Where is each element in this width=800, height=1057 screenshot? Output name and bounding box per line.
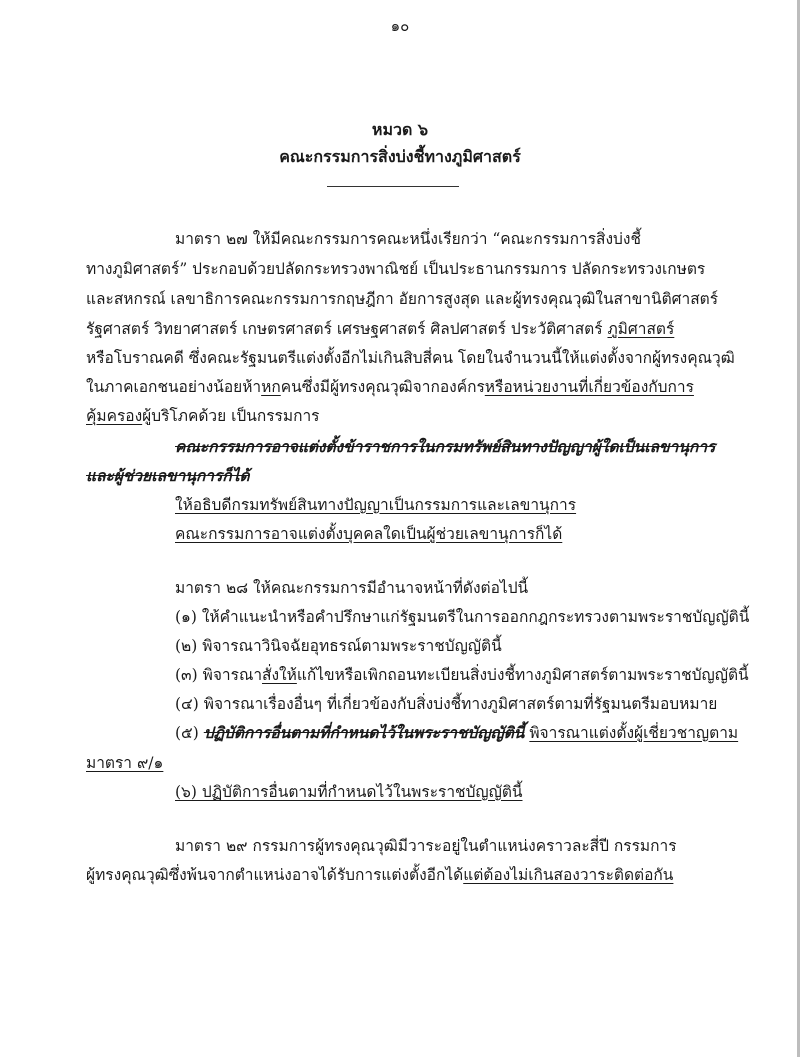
sec27-line-6-c: คนซึ่งมีผู้ทรงคุณวุฒิจากองค์กร [280, 378, 485, 396]
sec28-item-3-c: แก้ไขหรือเพิกถอนทะเบียนสิ่งบ่งชี้ทางภูมิศาสตร์ตามพระราชบัญญัตินี้ [296, 666, 749, 684]
sec27-inserted-line-2: คณะกรรมการอาจแต่งตั้งบุคคลใดเป็นผู้ช่วยเลขานุการก็ได้ [175, 525, 563, 543]
sec27-inserted-protection: คุ้มครอง [86, 407, 143, 425]
sec28-item-1: (๑) ให้คำแนะนำหรือคำปรึกษาแก่รัฐมนตรีในการออกกฎกระทรวงตามพระราชบัญญัตินี้ [175, 608, 750, 626]
sec28-item-3-a: (๓) พิจารณา [175, 666, 263, 684]
sec28-item-5-num: (๕) [175, 724, 204, 742]
sec27-inserted-geography: ภูมิศาสตร์ [607, 320, 675, 338]
sec27-inserted-agency: หรือหน่วยงานที่เกี่ยวข้องกับการ [484, 378, 694, 396]
sec27-inserted-line-1: ให้อธิบดีกรมทรัพย์สินทางปัญญาเป็นกรรมการและเลขานุการ [175, 496, 577, 514]
page-number: ๑๐ [390, 17, 410, 35]
sec27-struck-line-1: คณะกรรมการอาจแต่งตั้งข้าราชการในกรมทรัพย์สินทางปัญญาผู้ใดเป็นเลขานุการ [175, 437, 716, 456]
sec27-line-4-text: รัฐศาสตร์ วิทยาศาสตร์ เกษตรศาสตร์ เศรษฐศาสตร์ ศิลปศาสตร์ ประวัติศาสตร์ [86, 320, 608, 338]
sec28-item-5 [175, 722, 738, 744]
sec27-line-4 [86, 318, 674, 340]
sec27-line-1: มาตรา ๒๗ ให้มีคณะกรรมการคณะหนึ่งเรียกว่า “คณะกรรมการสิ่งบ่งชี้ [175, 230, 641, 248]
sec27-line-6 [86, 376, 694, 398]
sec28-item-2: (๒) พิจารณาวินิจฉัยอุทธรณ์ตามพระราชบัญญัตินี้ [175, 637, 502, 655]
sec28-item-6: (๖) ปฏิบัติการอื่นตามที่กำหนดไว้ในพระราชบัญญัตินี้ [175, 783, 523, 801]
sec28-item-5-struck: ปฏิบัติการอื่นตามที่กำหนดไว้ในพระราชบัญญัตินี้ [203, 723, 525, 742]
sec27-line-5: หรือโบราณคดี ซึ่งคณะรัฐมนตรีแต่งตั้งอีกไม่เกินสิบสี่คน โดยในจำนวนนี้ให้แต่งตั้งจากผู้ทรงคุณวุฒิ [86, 349, 735, 367]
sec27-line-2: ทางภูมิศาสตร์” ประกอบด้วยปลัดกระทรวงพาณิชย์ เป็นประธานกรรมการ ปลัดกระทรวงเกษตร [86, 260, 706, 278]
sec29-line-2 [86, 864, 673, 886]
sec29-inserted-term-limit: แต่ต้องไม่เกินสองวาระติดต่อกัน [463, 866, 674, 884]
title-divider [327, 186, 459, 187]
sec27-line-7 [86, 405, 320, 427]
sec28-intro: มาตรา ๒๘ ให้คณะกรรมการมีอำนาจหน้าที่ดังต่อไปนี้ [175, 579, 529, 597]
chapter-number: หมวด ๖ [371, 120, 429, 139]
sec27-struck-line-2: และผู้ช่วยเลขานุการก็ได้ [86, 466, 250, 485]
sec28-item-3 [175, 664, 749, 686]
sec28-item-4: (๔) พิจารณาเรื่องอื่นๆ ที่เกี่ยวข้องกับสิ่งบ่งชี้ทางภูมิศาสตร์ตามที่รัฐมนตรีมอบหมาย [175, 695, 718, 713]
sec28-item-5-continued: มาตรา ๙/๑ [86, 754, 164, 772]
sec28-item-5-inserted: พิจารณาแต่งตั้งผู้เชี่ยวชาญตาม [529, 724, 739, 742]
sec27-line-3: และสหกรณ์ เลขาธิการคณะกรรมการกฤษฎีกา อัยการสูงสุด และผู้ทรงคุณวุฒิในสาขานิติศาสตร์ [86, 290, 719, 308]
sec27-line-7-b: ผู้บริโภคด้วย เป็นกรรมการ [142, 407, 320, 425]
sec29-line-1: มาตรา ๒๙ กรรมการผู้ทรงคุณวุฒิมีวาระอยู่ในตำแหน่งคราวละสี่ปี กรรมการ [175, 837, 677, 855]
sec29-line-2-a: ผู้ทรงคุณวุฒิซึ่งพ้นจากตำแหน่งอาจได้รับการแต่งตั้งอีกได้ [86, 866, 464, 884]
chapter-title: คณะกรรมการสิ่งบ่งชี้ทางภูมิศาสตร์ [279, 147, 521, 166]
sec27-amended-number: หก [261, 378, 281, 396]
sec28-item-3-inserted: สั่งให้ [262, 666, 297, 684]
sec27-line-6-a: ในภาคเอกชนอย่างน้อยห้า [86, 378, 262, 396]
